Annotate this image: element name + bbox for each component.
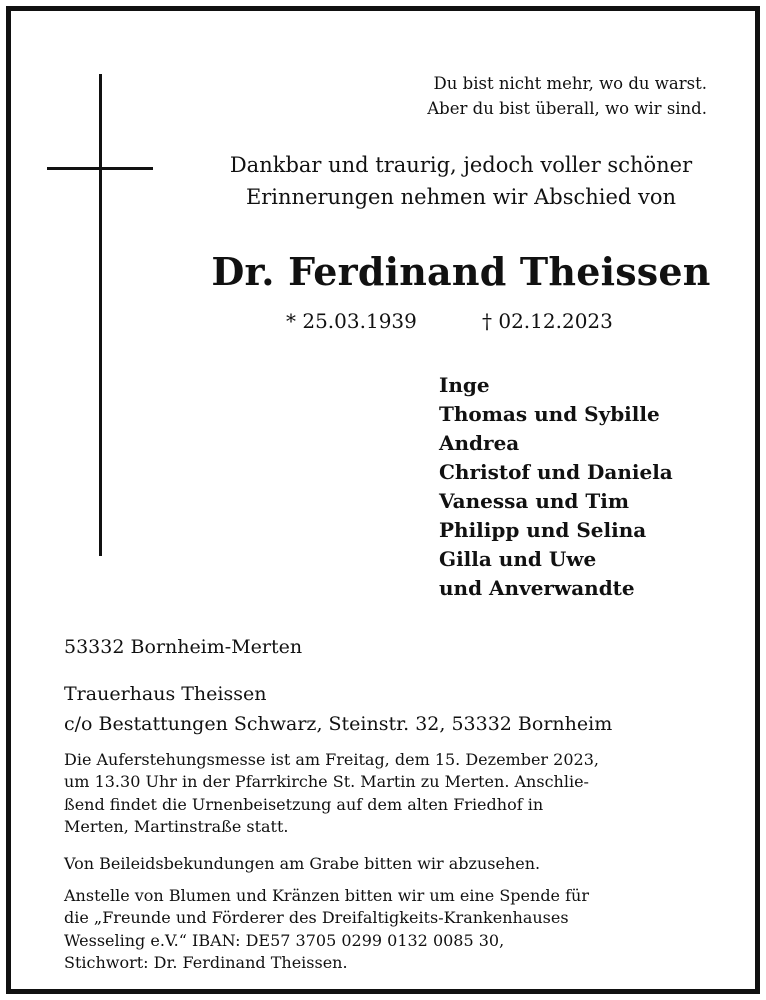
obituary-frame [6, 6, 760, 994]
text-line: Stichwort: Dr. Ferdinand Theissen. [64, 952, 348, 972]
text-line: Merten, Martinstraße statt. [64, 816, 289, 836]
text-line: Die Auferstehungsmesse ist am Freitag, dem 15. Dezember 2023, [64, 750, 599, 769]
address-line: Trauerhaus Theissen [64, 683, 267, 705]
birth-date: * 25.03.1939 [286, 309, 417, 333]
deceased-name: Dr. Ferdinand Theissen [211, 249, 711, 294]
address-line: c/o Bestattungen Schwarz, Steinstr. 32, 53332 Bornheim [64, 713, 613, 735]
service-paragraph [64, 749, 728, 838]
mourning-house-address [64, 679, 612, 739]
mourner-item: Christof und Daniela [439, 460, 673, 484]
quote-verse [347, 71, 707, 121]
quote-line: Aber du bist überall, wo wir sind. [427, 99, 707, 118]
mourner-item: Inge [439, 373, 490, 397]
mourner-item: Thomas und Sybille [439, 402, 660, 426]
donation-paragraph [64, 885, 728, 974]
intro-line: Erinnerungen nehmen wir Abschied von [245, 185, 677, 209]
text-line: Anstelle von Blumen und Kränzen bitten wir um eine Spende für [64, 886, 589, 905]
mourner-item: Gilla und Uwe [439, 547, 597, 571]
mourner-item: Vanessa und Tim [439, 489, 630, 513]
mourner-item: und Anverwandte [439, 576, 635, 600]
quote-line: Du bist nicht mehr, wo du warst. [433, 74, 707, 93]
mourners-list [439, 371, 673, 603]
condolences-paragraph [64, 853, 728, 875]
text-line: um 13.30 Uhr in der Pfarrkirche St. Martin zu Merten. Anschlie- [64, 772, 589, 792]
cross-horizontal-bar [47, 167, 153, 170]
text-line: die „Freunde und Förderer des Dreifaltigkeits-Krankenhauses [64, 908, 569, 928]
place-line: 53332 Bornheim-Merten [64, 636, 303, 658]
intro-text [161, 149, 761, 213]
text-line: Von Beileidsbekundungen am Grabe bitten wir abzusehen. [64, 854, 541, 873]
text-line: ßend findet die Urnenbeisetzung auf dem alten Friedhof in [64, 794, 544, 814]
cross-vertical-bar [99, 74, 102, 556]
mourner-item: Philipp und Selina [439, 518, 647, 542]
mourner-item: Andrea [439, 431, 520, 455]
death-date: † 02.12.2023 [482, 309, 613, 333]
text-line: Wesseling e.V.“ IBAN: DE57 3705 0299 0132 0085 30, [64, 930, 505, 950]
intro-line: Dankbar und traurig, jedoch voller schöner [229, 153, 693, 177]
